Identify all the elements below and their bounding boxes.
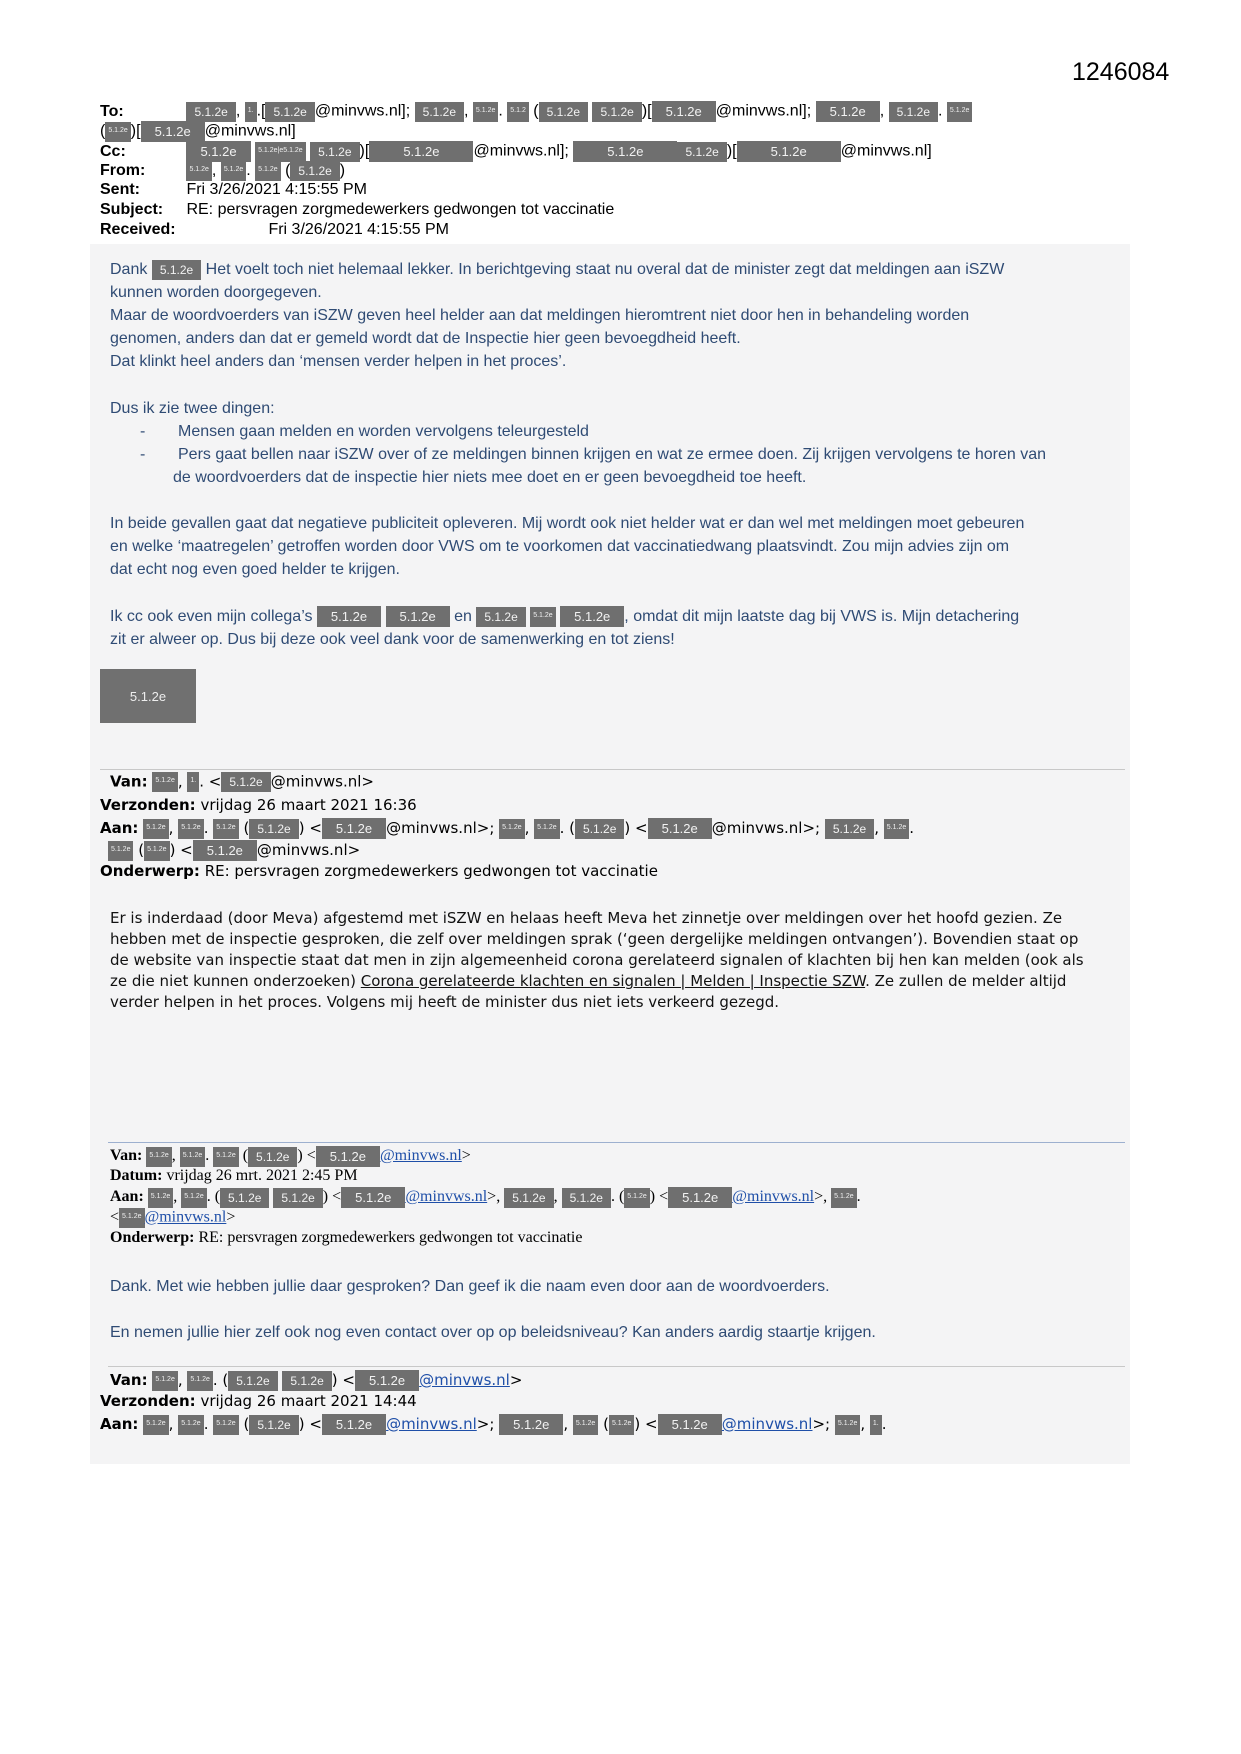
from-label: From: (100, 162, 146, 180)
verzonden-value: vrijdag 26 maart 2021 14:44 (200, 1392, 417, 1410)
from-line: From: 5.1.2e , 5.1.2e . 5.1.2e ( 5.1.2e ) (100, 162, 346, 180)
redaction: 5.1.2e (369, 141, 473, 162)
redaction: 5.1.2e (386, 606, 450, 627)
redaction: 1. (187, 772, 199, 792)
redaction: 5.1.2e (884, 819, 909, 839)
redaction: 5.1.2e (146, 1147, 171, 1167)
redaction: 5.1.2e (473, 102, 498, 122)
email-domain: @minvws.nl]; (314, 102, 411, 120)
redaction: 5.1.2e (499, 1414, 563, 1435)
email-domain: @minvws.nl>; (711, 819, 821, 837)
redaction: 5.1.2e (221, 161, 246, 181)
text: En nemen jullie hier zelf ook nog even contact over op op beleidsniveau? Kan anders aardig staartje krijgen. (110, 1324, 876, 1341)
redaction: 5.1.2e (213, 1415, 238, 1435)
redaction: 5.1.2e (144, 841, 169, 861)
sent-value: Fri 3/26/2021 4:15:55 PM (186, 181, 368, 198)
redaction: 5.1.2e (677, 142, 726, 162)
redaction: 5.1.2e (609, 1415, 634, 1435)
document-number: 1246084 (1072, 58, 1170, 86)
redaction: 5.1.2e (152, 1371, 177, 1391)
bullet-text: de woordvoerders dat de inspectie hier niets mee doet en er geen bevoegdheid toe heeft. (173, 469, 807, 486)
redaction: 5.1.2e (530, 607, 555, 627)
text: In beide gevallen gaat dat negatieve publiciteit opleveren. Mij wordt ook niet helder wat er dan wel met meldingen moet gebeuren (110, 515, 1025, 532)
redaction: 5.1.2e (415, 102, 464, 122)
email-link[interactable]: @minvws.nl (405, 1188, 488, 1206)
redaction: 5.1.2e (143, 819, 168, 839)
msg4-aan: Aan: 5.1.2e , 5.1.2e . 5.1.2e ( 5.1.2e ) < 5.1.2e @minvws.nl>; 5.1.2e , 5.1.2e ( 5.1.2e ) < 5.1.2e @minvws.nl>; 5.1.2e , 1. . (100, 1415, 887, 1433)
msg1-paragraph-2: Dus ik zie twee dingen: - Mensen gaan melden en worden vervolgens teleurgesteld - Pers gaat bellen naar iSZW over of ze meldingen binnen krijgen en wat ze ermee doen. Zij krijgen vervolgens te horen van de woordvoerders dat de inspectie hier niets mee doet en er geen bevoegdheid toe heeft. (110, 397, 1130, 489)
aan-label: Aan: (100, 819, 139, 837)
text: Er is inderdaad (door Meva) afgestemd met iSZW en helaas heeft Meva het zinnetje over meldingen over het hoofd gezien. Ze (110, 909, 1063, 927)
text: . Ze zullen de melder altijd (865, 972, 1067, 990)
email-domain: @minvws.nl]; (473, 142, 569, 160)
redaction: 1. (870, 1415, 882, 1435)
msg3-van: Van: 5.1.2e , 5.1.2e . 5.1.2e ( 5.1.2e ) < 5.1.2e @minvws.nl> (110, 1146, 471, 1167)
separator (108, 1366, 1125, 1367)
redaction: 5.1.2e (193, 840, 257, 861)
email-domain: @minvws.nl> (270, 772, 374, 791)
text: Ik cc ook even mijn collega’s (110, 608, 313, 625)
onderwerp-label: Onderwerp: (110, 1229, 195, 1246)
msg4-verzonden (100, 1392, 417, 1410)
redaction: 5.1.2e (499, 819, 524, 839)
subject-line (100, 201, 614, 219)
redaction: 5.1.2e (316, 1146, 380, 1167)
to-label: To: (100, 102, 124, 120)
redaction: 5.1.2e (181, 1188, 206, 1208)
redaction: 5.1.2e (249, 819, 298, 839)
msg1-paragraph-4 (110, 605, 1130, 651)
text: Dank. Met wie hebben jullie daar gesproken? Dan geef ik die naam even door aan de woordvoerders. (110, 1278, 830, 1295)
datum-value: vrijdag 26 mrt. 2021 2:45 PM (166, 1167, 358, 1184)
text: Dank (110, 261, 148, 278)
msg3-body (110, 1275, 1130, 1344)
redaction: 5.1.2e (341, 1187, 405, 1208)
subject-label: Subject: (100, 201, 164, 218)
redaction: 5.1.2e (573, 1415, 598, 1435)
email-link[interactable]: @minvws.nl (144, 1208, 227, 1226)
text: Maar de woordvoerders van iSZW geven heel helder aan dat meldingen hieromtrent niet door hen in behandeling worden (110, 307, 970, 324)
van-label: Van: (110, 772, 148, 791)
redaction: 5.1.2e (322, 818, 386, 839)
text: zit er alweer op. Dus bij deze ook veel dank voor de samenwerking en tot ziens! (110, 631, 675, 648)
redaction: 5.1.2e (255, 161, 280, 181)
separator (108, 1142, 1125, 1143)
email-link[interactable]: @minvws.nl (386, 1415, 477, 1433)
redaction: 5.1.2e (186, 141, 250, 162)
msg1-paragraph-1 (110, 258, 1130, 373)
redaction: 5.1.2e (105, 122, 130, 142)
text: en welke ‘maatregelen’ getroffen worden door VWS om te voorkomen dat vaccinatiedwang plaatsvindt. Zou mijn advies zijn om (110, 538, 1010, 555)
msg3-datum (110, 1167, 358, 1185)
msg2-body (110, 908, 1130, 1013)
text: Dus ik zie twee dingen: (110, 400, 275, 417)
redaction: 5.1.2e (534, 819, 559, 839)
msg3-onderwerp (110, 1229, 582, 1247)
redaction: 5.1.2e (108, 841, 133, 861)
signature-redaction: 5.1.2e (100, 669, 196, 723)
to-line: To: 5.1.2e , 1. .[ 5.1.2e @minvws.nl]; 5.1.2e , 5.1.2e . 5.1.2 ( 5.1.2e 5.1.2e )[ 5.1.2e @minvws.nl]; 5.1.2e , 5.1.2e . 5.1.2e (100, 101, 972, 122)
subject-value: RE: persvragen zorgmedewerkers gedwongen tot vaccinatie (186, 201, 615, 218)
text: ze die niet kunnen onderzoeken) (110, 972, 356, 990)
received-label: Received: (100, 221, 176, 238)
onderwerp-value: RE: persvragen zorgmedewerkers gedwongen tot vaccinatie (198, 1229, 583, 1246)
redaction: 5.1.2e (152, 260, 201, 280)
redaction: 5.1.2e (213, 1147, 238, 1167)
redaction: 5.1.2e (187, 1371, 212, 1391)
redaction: 5.1.2e (668, 1187, 732, 1208)
msg2-aan: Aan: 5.1.2e , 5.1.2e . 5.1.2e ( 5.1.2e ) < 5.1.2e @minvws.nl>; 5.1.2e , 5.1.2e . ( 5.1.2e ) < 5.1.2e @minvws.nl>; 5.1.2e , 5.1.2e . (100, 819, 915, 837)
redaction: 5.1.2e (273, 1188, 322, 1208)
redaction: 1. (245, 102, 257, 122)
text: dat echt nog even goed helder te krijgen. (110, 561, 400, 578)
redaction: 5.1.2e (290, 161, 339, 181)
sent-line (100, 181, 367, 199)
redaction: 5.1.2e (539, 102, 588, 122)
text: de website van inspectie staat dat men in zijn algemeenheid corona gerelateerd signalen of klachten bij hen kan melden (ook als (110, 951, 1084, 969)
text: Het voelt toch niet helemaal lekker. In berichtgeving staat nu overal dat de minister zegt dat meldingen aan iSZW (205, 261, 1005, 278)
sent-label: Sent: (100, 181, 140, 198)
to-line-2: ( 5.1.2e )[ 5.1.2e @minvws.nl] (100, 121, 296, 142)
redaction: 5.1.2e (186, 161, 211, 181)
msg3-aan-2: < 5.1.2e @minvws.nl> (110, 1208, 235, 1228)
email-link[interactable]: @minvws.nl (419, 1371, 510, 1389)
redaction: 5.1.2e (652, 101, 716, 122)
redaction: 5.1.2e (178, 1415, 203, 1435)
msg4-van: Van: 5.1.2e , 5.1.2e . ( 5.1.2e 5.1.2e ) < 5.1.2e @minvws.nl> (110, 1371, 523, 1389)
email-domain: @minvws.nl] (204, 122, 296, 140)
redaction: 5.1.2e (816, 101, 880, 122)
text: , omdat dit mijn laatste dag bij VWS is. Mijn detachering (624, 608, 1020, 625)
bullet-text: Pers gaat bellen naar iSZW over of ze meldingen binnen krijgen en wat ze ermee doen. Zij krijgen vervolgens te horen van (178, 446, 1047, 463)
redaction: 5.1.2e (592, 102, 641, 122)
redaction: 5.1.2e (249, 1415, 298, 1435)
redaction: 5.1.2e (648, 818, 712, 839)
text: hebben met de inspectie gesproken, die zelf over meldingen sprak (‘geen dergelijke meldingen ontvangen’). Bovendien staat op (110, 930, 1079, 948)
redaction: 5.1.2e (317, 606, 381, 627)
onderwerp-value: RE: persvragen zorgmedewerkers gedwongen tot vaccinatie (204, 862, 658, 880)
email-link[interactable]: @minvws.nl (721, 1415, 813, 1433)
redaction: 5.1.2e (119, 1208, 144, 1228)
msg2-verzonden (100, 796, 417, 814)
redaction: 5.1.2e (562, 1188, 611, 1208)
redaction: 5.1.2e (141, 121, 205, 142)
redaction: 5.1.2e (624, 1188, 649, 1208)
text: genomen, anders dan dat er gemeld wordt dat de Inspectie hier geen bevoegdheid heeft. (110, 330, 741, 347)
email-link[interactable]: @minvws.nl (379, 1147, 462, 1165)
redaction: 5.1.2e (228, 1371, 277, 1391)
email-domain: @minvws.nl> (256, 841, 361, 859)
redaction: 5.1.2e (835, 1415, 860, 1435)
redaction: 5.1.2e (282, 1371, 331, 1391)
redaction: 5.1.2e (947, 102, 972, 122)
email-domain: @minvws.nl>; (386, 819, 495, 837)
redaction: 5.1.2e|e5.1.2e (255, 142, 306, 162)
van-label: Van: (110, 1147, 143, 1165)
redaction: 5.1.2 (507, 102, 529, 122)
redaction: 5.1.2e (560, 606, 624, 627)
redaction: 5.1.2e (889, 102, 938, 122)
redaction: 5.1.2e (504, 1188, 553, 1208)
redaction: 5.1.2e (220, 1188, 269, 1208)
received-line (100, 221, 449, 239)
text: en (454, 608, 472, 625)
redaction: 5.1.2e (213, 819, 238, 839)
msg2-onderwerp (100, 862, 658, 880)
text: kunnen worden doorgegeven. (110, 284, 322, 301)
msg1-paragraph-3 (110, 512, 1130, 581)
redaction: 5.1.2e (221, 772, 270, 792)
text: verder helpen in het proces. Volgens mij heeft de minister dus niet iets verkeerd gezegd. (110, 993, 780, 1011)
redaction: 5.1.2e (575, 819, 624, 839)
van-label: Van: (110, 1371, 148, 1389)
redaction: 5.1.2e (143, 1415, 168, 1435)
redaction: 5.1.2e (186, 102, 235, 122)
redaction: 5.1.2e (248, 1147, 297, 1167)
cc-label: Cc: (100, 142, 126, 160)
msg2-aan-2: 5.1.2e ( 5.1.2e ) < 5.1.2e @minvws.nl> (108, 840, 360, 861)
redaction: 5.1.2e (152, 772, 177, 792)
redaction: 5.1.2e (825, 819, 874, 839)
aan-label: Aan: (100, 1415, 139, 1433)
aan-label: Aan: (110, 1188, 144, 1206)
msg3-aan: Aan: 5.1.2e , 5.1.2e . ( 5.1.2e 5.1.2e ) < 5.1.2e @minvws.nl>, 5.1.2e , 5.1.2e . ( 5.1.2e ) < 5.1.2e @minvws.nl>, 5.1.2e . (110, 1187, 861, 1208)
redaction: 5.1.2e (265, 102, 314, 122)
onderwerp-label: Onderwerp: (100, 862, 200, 880)
redaction: 5.1.2e (658, 1414, 722, 1435)
verzonden-label: Verzonden: (100, 1392, 196, 1410)
datum-label: Datum: (110, 1167, 163, 1184)
redaction: 5.1.2e (310, 142, 359, 162)
redaction: 5.1.2e (355, 1370, 419, 1391)
email-domain: @minvws.nl]; (715, 102, 812, 120)
verzonden-label: Verzonden: (100, 796, 196, 814)
email-domain: @minvws.nl] (840, 142, 932, 160)
redaction: 5.1.2e (737, 141, 841, 162)
redaction: 5.1.2e (180, 1147, 205, 1167)
received-value: Fri 3/26/2021 4:15:55 PM (268, 221, 450, 238)
redaction: 5.1.2e (831, 1188, 856, 1208)
redaction: 5.1.2e (178, 819, 203, 839)
redaction: 5.1.2e (476, 607, 525, 627)
redaction: 5.1.2e (573, 141, 677, 162)
bullet-text: Mensen gaan melden en worden vervolgens teleurgesteld (178, 423, 589, 440)
inspectie-link[interactable]: Corona gerelateerde klachten en signalen | Melden | Inspectie SZW (360, 972, 866, 990)
redaction: 5.1.2e (148, 1188, 173, 1208)
separator (100, 769, 1125, 770)
verzonden-value: vrijdag 26 maart 2021 16:36 (200, 796, 417, 814)
msg2-van: Van: 5.1.2e , 1. . < 5.1.2e @minvws.nl> (110, 772, 374, 791)
redaction: 5.1.2e (322, 1414, 386, 1435)
text: Dat klinkt heel anders dan ‘mensen verder helpen in het proces’. (110, 353, 567, 370)
cc-line: Cc: 5.1.2e 5.1.2e|e5.1.2e 5.1.2e )[ 5.1.2e @minvws.nl]; 5.1.2e 5.1.2e )[ 5.1.2e @minvws.nl] (100, 141, 932, 162)
email-link[interactable]: @minvws.nl (732, 1188, 815, 1206)
